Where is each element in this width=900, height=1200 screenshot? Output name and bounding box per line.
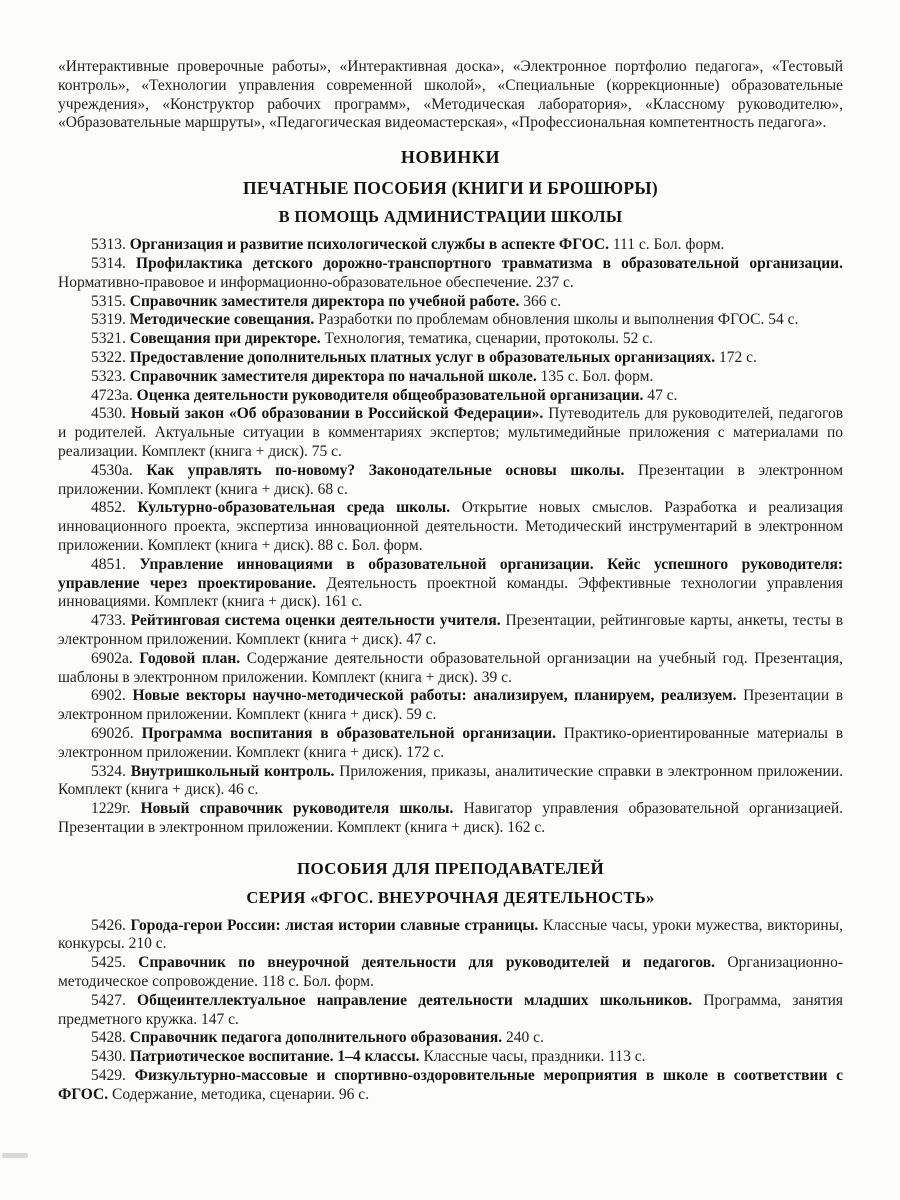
item-title: Годовой план. [139,649,241,667]
catalog-items-administration [58,236,843,838]
item-description: 111 с. Бол. форм. [612,236,725,254]
item-title: Совещания при директоре. [129,330,321,348]
item-title: Новые векторы научно-методической работы: анализируем, планируем, реализуем. [132,687,737,705]
item-description: Нормативно-правовое и информационно-образовательное обеспечение. 237 с. [58,273,574,291]
item-description: Практико-ориентированные материалы в электронном приложении. Комплект (книга + диск). 172 с. [58,724,844,761]
item-code: 5314. [91,254,126,272]
catalog-item [58,1067,843,1105]
item-description: Классные часы, праздники. 113 с. [423,1048,646,1066]
item-code: 4851. [91,555,126,573]
heading-printed-manuals: ПЕЧАТНЫЕ ПОСОБИЯ (КНИГИ И БРОШЮРЫ) [242,178,659,199]
item-title: Патриотическое воспитание. 1–4 классы. [129,1048,420,1066]
item-description: Разработки по проблемам обновления школы и выполнения ФГОС. 54 с. [318,311,799,329]
item-description: 172 с. [719,348,757,366]
catalog-item [58,1029,843,1048]
item-code: 5322. [91,348,126,366]
item-code: 5428. [91,1029,126,1047]
catalog-item [58,954,843,992]
catalog-items-fgos-series [58,917,843,1105]
item-description: 240 с. [506,1029,544,1047]
item-title: Организация и развитие психологической службы в аспекте ФГОС. [129,236,609,254]
catalog-item [58,462,843,500]
item-title: Как управлять по-новому? Законодательные основы школы. [146,461,625,479]
item-title: Культурно-образовательная среда школы. [137,499,451,517]
item-description: Открытие новых смыслов. Разработка и реализация инновационного проекта, экспертиза инновационной деятельности. Методический инструментарий в электронном приложении. Комплект (книга + диск). 88 с. Бол. форм. [58,499,843,554]
catalog-item [58,800,843,838]
catalog-item [58,405,843,461]
item-title: Оценка деятельности руководителя общеобразовательной организации. [136,386,644,404]
catalog-item [58,330,843,349]
catalog-item [58,725,843,763]
item-description: Деятельность проектной команды. Эффективные технологии управления инновациями. Комплект (книга + диск). 161 с. [58,574,844,611]
item-title: Физкультурно-массовые и спортивно-оздоровительные мероприятия в школе в соответствии с ФГОС. [58,1067,843,1103]
item-description: Презентации, рейтинговые карты, анкеты, тесты в электронном приложении. Комплект (книга + диск). 47 с. [58,612,844,648]
item-title: Новый закон «Об образовании в Российской Федерации». [130,405,544,423]
item-description: Презентации в электронном приложении. Комплект (книга + диск). 59 с. [58,687,844,724]
item-title: Методические совещания. [129,311,315,329]
item-code: 5425. [91,954,126,972]
catalog-item [58,293,843,312]
catalog-item [58,612,843,650]
item-description: Путеводитель для руководителей, педагогов и родителей. Актуальные ситуации в комментариях экспертов; мультимедийные приложения с материалами по реализации. Комплект (книга + диск). 75 с. [58,405,844,460]
catalog-item [58,311,843,330]
item-code: 5426. [91,916,126,934]
catalog-item [58,992,843,1030]
item-title: Справочник заместителя директора по учебной работе. [129,292,520,310]
catalog-item [58,763,843,801]
item-title: Новый справочник руководителя школы. [140,800,454,818]
item-code: 4530а. [91,461,133,479]
item-description: Презентации в электронном приложении. Комплект (книга + диск). 68 с. [58,461,844,498]
item-code: 6902а. [91,649,133,667]
section-title-fgos-series: СЕРИЯ «ФГОС. ВНЕУРОЧНАЯ ДЕЯТЕЛЬНОСТЬ» [246,887,655,907]
item-code: 4723а. [91,386,133,404]
item-description: Технология, тематика, сценарии, протоколы. 52 с. [324,330,654,348]
item-title: Профилактика детского дорожно-транспортного травматизма в образовательной организации. [136,254,843,272]
item-description: Приложения, приказы, аналитические справки в электронном приложении. Комплект (книга + диск). 46 с. [58,762,843,799]
catalog-item [58,387,843,406]
item-description: Организационно-методическое сопровождение. 118 с. Бол. форм. [58,954,844,991]
item-code: 1229г. [91,800,131,818]
item-title: Программа воспитания в образовательной организации. [141,724,556,742]
item-title: Управление инновациями в образовательной организации. Кейс успешного руководителя: управление через проектирование. [58,555,843,592]
heading-novelties: НОВИНКИ [400,147,501,168]
item-code: 5313. [91,236,126,254]
item-title: Города-герои России: листая истории славные страницы. [130,916,539,934]
item-code: 5324. [91,762,126,780]
item-title: Внутришкольный контроль. [130,762,335,780]
item-description: 135 с. Бол. форм. [540,367,654,385]
item-code: 5427. [91,991,126,1009]
item-code: 4733. [91,612,126,630]
item-code: 5429. [91,1067,126,1085]
item-description: Содержание деятельности образовательной организации на учебный год. Презентация, шаблоны в электронном приложении. Комплект (книга + диск). 39 с. [58,649,844,686]
item-code: 5323. [91,367,126,385]
item-description: Классные часы, уроки мужества, викторины, конкурсы. 210 с. [58,916,843,953]
item-description: Навигатор управления образовательной организацией. Презентации в электронном приложении. Комплект (книга + диск). 162 с. [58,800,844,836]
catalog-item [58,368,843,387]
item-title: Справочник педагога дополнительного образования. [129,1029,503,1047]
item-code: 4852. [91,499,126,517]
catalog-item [58,556,843,612]
section-title-school-administration: В ПОМОЩЬ АДМИНИСТРАЦИИ ШКОЛЫ [278,207,623,227]
item-code: 4530. [91,405,126,423]
catalog-item [58,255,843,293]
catalog-item [58,687,843,725]
item-title: Общеинтеллектуальное направление деятельности младших школьников. [137,991,693,1009]
item-code: 6902б. [91,724,134,742]
catalog-item [58,236,843,255]
item-code: 5321. [91,330,126,348]
item-title: Рейтинговая система оценки деятельности учителя. [130,612,501,630]
item-description: 366 с. [523,292,562,310]
item-title: Справочник заместителя директора по начальной школе. [129,367,537,385]
item-title: Справочник по внеурочной деятельности для руководителей и педагогов. [138,954,715,972]
intro-paragraph: «Интерактивные проверочные работы», «Интерактивная доска», «Электронное портфолио педагога», «Тестовый контроль», «Технологии управления современной школой», «Специальные (коррекционные) образовательные учреждения», «Конструктор рабочих программ», «Методическая лаборатория», «Классному руководителю», «Образовательные маршруты», «Педагогическая видеомастерская», «Профессиональная компетентность педагога». [58,58,843,132]
item-description: Содержание, методика, сценарии. 96 с. [111,1085,370,1103]
item-code: 5319. [91,311,126,329]
item-description: 47 с. [647,386,678,404]
catalog-item [58,650,843,688]
catalog-item [58,349,843,368]
catalog-item [58,917,843,955]
scan-artifact [2,1153,28,1158]
item-title: Предоставление дополнительных платных услуг в образовательных организациях. [129,348,716,366]
heading-teachers-manuals: ПОСОБИЯ ДЛЯ ПРЕПОДАВАТЕЛЕЙ [296,858,605,878]
item-code: 6902. [91,687,126,705]
catalog-item [58,1048,843,1067]
item-code: 5315. [91,292,126,310]
item-code: 5430. [91,1048,126,1066]
item-description: Программа, занятия предметного кружка. 147 с. [58,991,844,1028]
catalog-item [58,499,843,555]
